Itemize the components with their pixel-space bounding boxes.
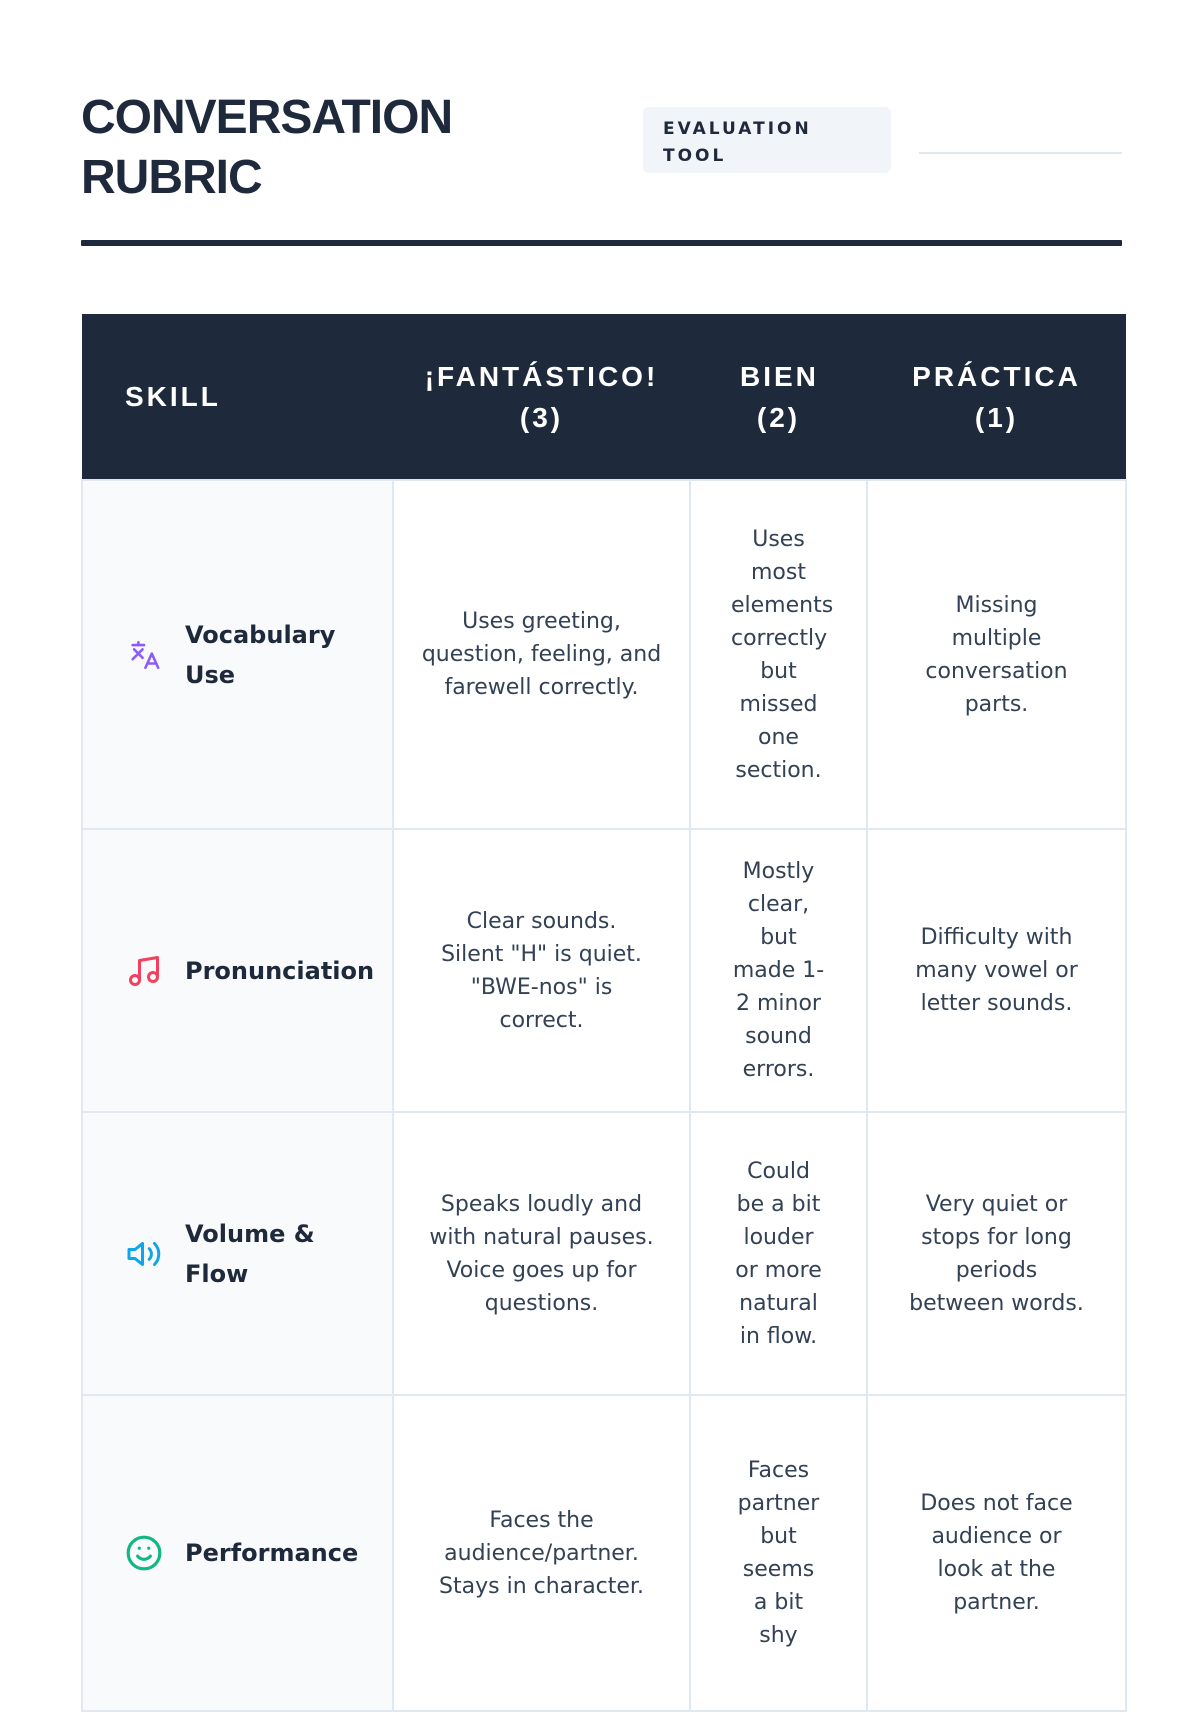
rubric-table	[81, 314, 1127, 1712]
skill-name: Performance	[185, 1539, 359, 1567]
table-row	[82, 1395, 1126, 1711]
skill-cell	[82, 829, 393, 1112]
fantastico-cell: Clear sounds. Silent "H" is quiet. "BWE-nos" is correct.	[393, 829, 690, 1112]
translate-icon	[125, 636, 163, 674]
speaker-icon	[125, 1235, 163, 1273]
evaluation-tag: EVALUATION TOOL	[643, 107, 891, 173]
table-row	[82, 1112, 1126, 1395]
fantastico-cell: Speaks loudly and with natural pauses. Voice goes up for questions.	[393, 1112, 690, 1395]
practica-cell: Missing multiple conversation parts.	[867, 480, 1126, 829]
skill-name: Pronunciation	[185, 956, 375, 985]
rubric-page	[81, 0, 1125, 1648]
practica-cell: Does not face audience or look at the partner.	[867, 1395, 1126, 1711]
fantastico-cell: Uses greeting, question, feeling, and farewell correctly.	[393, 480, 690, 829]
fantastico-cell: Faces the audience/partner. Stays in character.	[393, 1395, 690, 1711]
skill-cell	[82, 480, 393, 829]
column-header-skill: SKILL	[82, 314, 393, 480]
page-header	[81, 80, 1122, 204]
page-title: CONVERSATION RUBRIC	[81, 91, 453, 204]
bien-cell: Uses most elements correctly but missed one section.	[690, 480, 867, 829]
column-header-fantastico: ¡FANTÁSTICO! (3)	[393, 314, 690, 480]
smile-icon	[125, 1534, 163, 1572]
header-divider	[81, 240, 1122, 246]
skill-name: Volume & Flow	[185, 1219, 315, 1288]
skill-cell	[82, 1112, 393, 1395]
practica-cell: Difficulty with many vowel or letter sounds.	[867, 829, 1126, 1112]
table-row	[82, 480, 1126, 829]
bien-cell: Faces partner but seems a bit shy	[690, 1395, 867, 1711]
table-header-row	[82, 314, 1126, 480]
practica-cell: Very quiet or stops for long periods between words.	[867, 1112, 1126, 1395]
tag-divider-line	[919, 152, 1122, 154]
bien-cell: Mostly clear, but made 1-2 minor sound errors.	[690, 829, 867, 1112]
column-header-bien: BIEN (2)	[690, 314, 867, 480]
skill-cell	[82, 1395, 393, 1711]
skill-name: Vocabulary Use	[185, 620, 336, 689]
music-note-icon	[125, 952, 163, 990]
column-header-practica: PRÁCTICA (1)	[867, 314, 1126, 480]
table-row	[82, 829, 1126, 1112]
bien-cell: Could be a bit louder or more natural in flow.	[690, 1112, 867, 1395]
